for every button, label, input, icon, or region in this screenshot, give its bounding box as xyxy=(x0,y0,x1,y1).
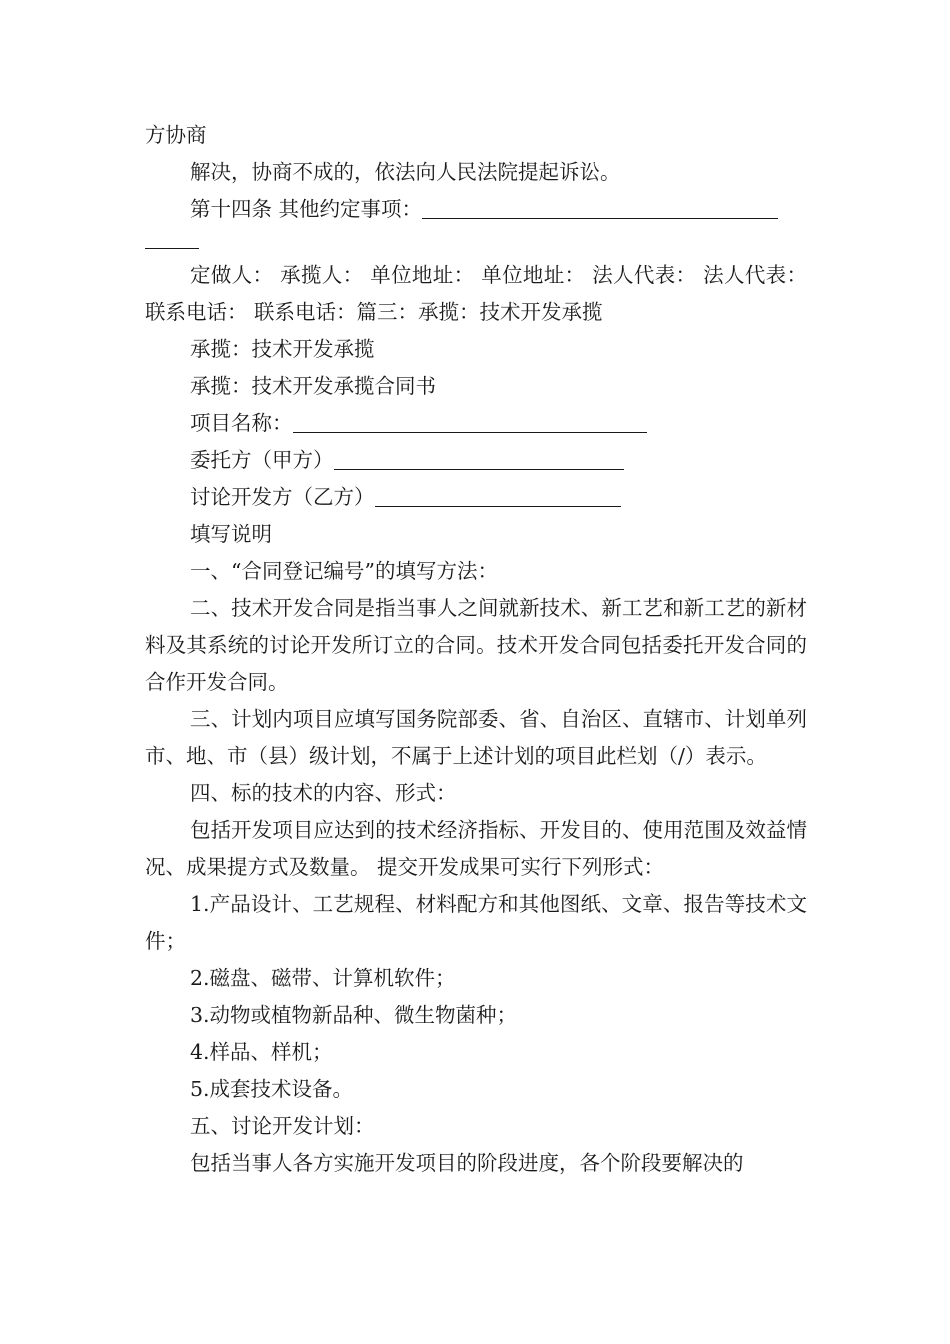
paragraph-continuation xyxy=(145,117,807,154)
paragraph-item-5-detail: 包括当事人各方实施开发项目的阶段进度，各个阶段要解决的 xyxy=(190,1151,744,1175)
paragraph-item-4-detail: 包括开发项目应达到的技术经济指标、开发目的、使用范围及效益情况、成果提方式及数量。 提交开发成果可实行下列形式： xyxy=(145,818,807,879)
project-name-label: 项目名称： xyxy=(190,411,293,435)
document-body xyxy=(145,117,807,1182)
paragraph-party-a xyxy=(145,442,807,479)
list-item-3: 3.动物或植物新品种、微生物菌种； xyxy=(190,1003,518,1027)
list-item-1: 1.产品设计、工艺规程、材料配方和其他图纸、文章、报告等技术文件； xyxy=(145,892,807,953)
fill-in-blank xyxy=(422,196,778,219)
paragraph-heading-1: 承揽：技术开发承揽 xyxy=(190,337,375,361)
text-line: 方协商 xyxy=(145,123,207,147)
paragraph-party-b xyxy=(145,479,807,516)
paragraph-signatories: 定做人： 承揽人： 单位地址： 单位地址： 法人代表： 法人代表： 联系电话： 联系电话：篇三：承揽：技术开发承揽 xyxy=(145,263,807,324)
paragraph-item-4: 四、标的技术的内容、形式： xyxy=(190,781,457,805)
paragraph-heading-2: 承揽：技术开发承揽合同书 xyxy=(190,374,436,398)
paragraph-item-5: 五、讨论开发计划： xyxy=(190,1114,375,1138)
paragraph-item-3: 三、计划内项目应填写国务院部委、省、自治区、直辖市、计划单列市、地、市（县）级计划，不属于上述计划的项目此栏划（/）表示。 xyxy=(145,707,807,768)
fill-in-blank xyxy=(293,410,647,433)
list-item-2: 2.磁盘、磁带、计算机软件； xyxy=(190,966,456,990)
paragraph-item-2: 二、技术开发合同是指当事人之间就新技术、新工艺和新工艺的新材料及其系统的讨论开发所订立的合同。技术开发合同包括委托开发合同的合作开发合同。 xyxy=(145,596,807,694)
paragraph-instructions-title: 填写说明 xyxy=(190,522,272,546)
paragraph-article-14 xyxy=(145,191,807,228)
fill-in-blank-continuation xyxy=(145,228,199,249)
fill-in-blank xyxy=(334,447,624,470)
party-a-label: 委托方（甲方） xyxy=(190,448,334,472)
list-item-5: 5.成套技术设备。 xyxy=(190,1077,354,1101)
paragraph-item-1: 一、“合同登记编号”的填写方法： xyxy=(190,559,498,583)
article-14-label: 第十四条 其他约定事项： xyxy=(190,197,423,221)
list-item-4: 4.样品、样机； xyxy=(190,1040,333,1064)
fill-in-blank xyxy=(375,484,621,507)
paragraph-project-name xyxy=(145,405,807,442)
paragraph-dispute: 解决，协商不成的，依法向人民法院提起诉讼。 xyxy=(190,160,621,184)
party-b-label: 讨论开发方（乙方） xyxy=(190,485,375,509)
